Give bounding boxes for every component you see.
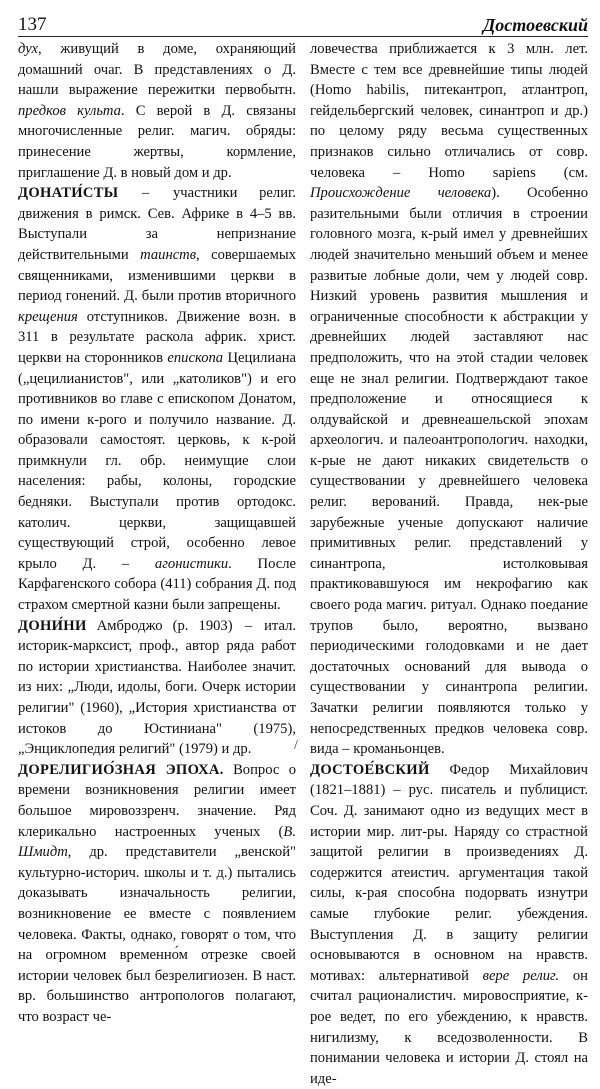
entry-donini: ДОНИ́НИ Амброджо (р. 1903) – итал. историк-марксист, проф., автор ряда работ по истории христианства. Наиболее значит. из них: „Люди, идолы, боги. Очерк истории религии" (1960), „История христианства от истоков до Юстиниана" (1975), „Энциклопедия религий" (1979) и др.	[18, 617, 297, 758]
stray-mark: /	[294, 738, 298, 753]
entry-doreligioznaya-epokha: ДОРЕЛИГИО́ЗНАЯ ЭПОХА. Вопрос о времени возникновения религии имеет большое мировоззренч. значение. Ряд клерикально настроенных ученых (В. Шмидт, др. представители „венской" культурно-историч. школы и т. д.) пытались доказывать изначальность религии, возникновение ее вместе с появлением человека. Факты, однако, говорят о том, что на огромном временно́м отрезке своей истории человек был безрелигиозен. В наст. вр. большинство антропологов полагают, что возраст че-	[18, 761, 296, 1025]
cross-reference: епископа	[167, 349, 224, 366]
text-columns	[18, 39, 588, 1089]
cross-reference: Происхождение человека	[310, 185, 492, 202]
cross-reference: предков культа	[18, 102, 121, 119]
page-number: 137	[18, 14, 47, 35]
entry-dostoevsky: ДОСТОЕ́ВСКИЙ Федор Михайлович (1821–1881) – рус. писатель и публицист. Соч. Д. занимают одно из ведущих мест в истории мир. лит-ры. Наряду со страстной защитой религии в произведениях Д. содержится атеистич. аргументация такой силы, к-рая способна подорвать изнутри самые глубокие религ. убеждения. Выступления Д. в защиту религии основываются в основном на нравств. мотивах: альтернативой вере религ. он считал рационалистич. мировосприятие, к-рое ведет, по его убеждению, к нравств. нигилизму, к вседозволенности. В понимании человека и истории Д. стоял на иде-	[310, 761, 588, 1087]
cross-reference: агонистики	[154, 555, 229, 572]
cross-reference: вере религ.	[482, 967, 560, 984]
page-header	[18, 6, 588, 37]
cross-reference: В. Шмидт	[18, 823, 296, 861]
italic-term: дух	[18, 41, 38, 57]
entry-continuation: ловечества приближается к 3 млн. лет. Вместе с тем все древнейшие типы людей (Homo habilis, питекантроп, атлантроп, гейдельбергский человек, синантроп и др.) по целому ряду весьма существенных признаков сильно отличались от совр. человека – Homo sapiens (см. Происхождение человека). Особенно разительными были отличия в строении головного мозга, к-рый имел у древнейших людей значительно меньший объем и менее развитые лобные доли, чем у людей совр. Низкий уровень развития мышления и ограниченные способности к абстракции у древнейших людей заставляют нас предположить, что на этой стадии человек еще не знал религии. Подтверждают такое предположение и относящиеся к олдувайской и древнеашельской эпохам археологич. и палеоантропологич. находки, к-рые не дают никаких свидетельств о существовании у древнейшего человека религ. верований. Правда, нек-рые зарубежные ученые допускают наличие примитивных религ. представлений у синантропа, истолковывая практиковавшуюся им некрофагию как своего рода магич. ритуал. Однако поедание трупов было, вероятно, вызвано периодическими голодовками и не дает достаточных оснований для вывода о существовании у синантропа религии. Зачатки религии появляются только у непосредственных предков человека совр. вида – кроманьонцев.	[310, 41, 588, 758]
entry-continuation: дух, живущий в доме, охраняющий домашний очаг. В представлениях о Д. нашли выражение пережитки первобытн. предков культа. С верой в Д. связаны многочисленные религ. магич. обряды: принесение жертвы, кормление, приглашение Д. в новый дом и др.	[18, 41, 296, 181]
headword: ДОНИ́НИ	[18, 617, 87, 634]
cross-reference: таинств	[140, 246, 197, 263]
cross-reference: крещения	[18, 308, 78, 325]
right-column	[310, 39, 588, 1089]
left-column	[18, 39, 296, 1089]
entry-donatisty: ДОНАТИ́СТЫ – участники религ. движения в римск. Сев. Африке в 4–5 вв. Выступали за непризнание действительными таинств, совершаемых священниками, изменившими церкви в период гонений. Д. были против вторичного крещения отступников. Движение возн. в 311 в результате раскола африк. христ. церкви на сторонников епископа Цецилиана („цецилианистов", или „католиков") и его противников во главе с епископом Донатом, по имени к-рого и получило название. Д. образовали самостоят. церковь, к к-рой примкнули гл. обр. неимущие слои населения: рабы, колоны, городские бедняки. Выступали против ортодокс. католич. церкви, защищавшей существующий строй, особенно левое крыло Д. – агонистики. После Карфагенского собора (411) собрания Д. под страхом смертной казни были запрещены.	[18, 185, 297, 614]
headword: ДОСТОЕ́ВСКИЙ	[310, 761, 430, 778]
running-head: Достоевский	[483, 15, 588, 35]
headword: ДОНАТИ́СТЫ	[18, 185, 119, 202]
headword: ДОРЕЛИГИО́ЗНАЯ ЭПОХА.	[18, 761, 224, 778]
